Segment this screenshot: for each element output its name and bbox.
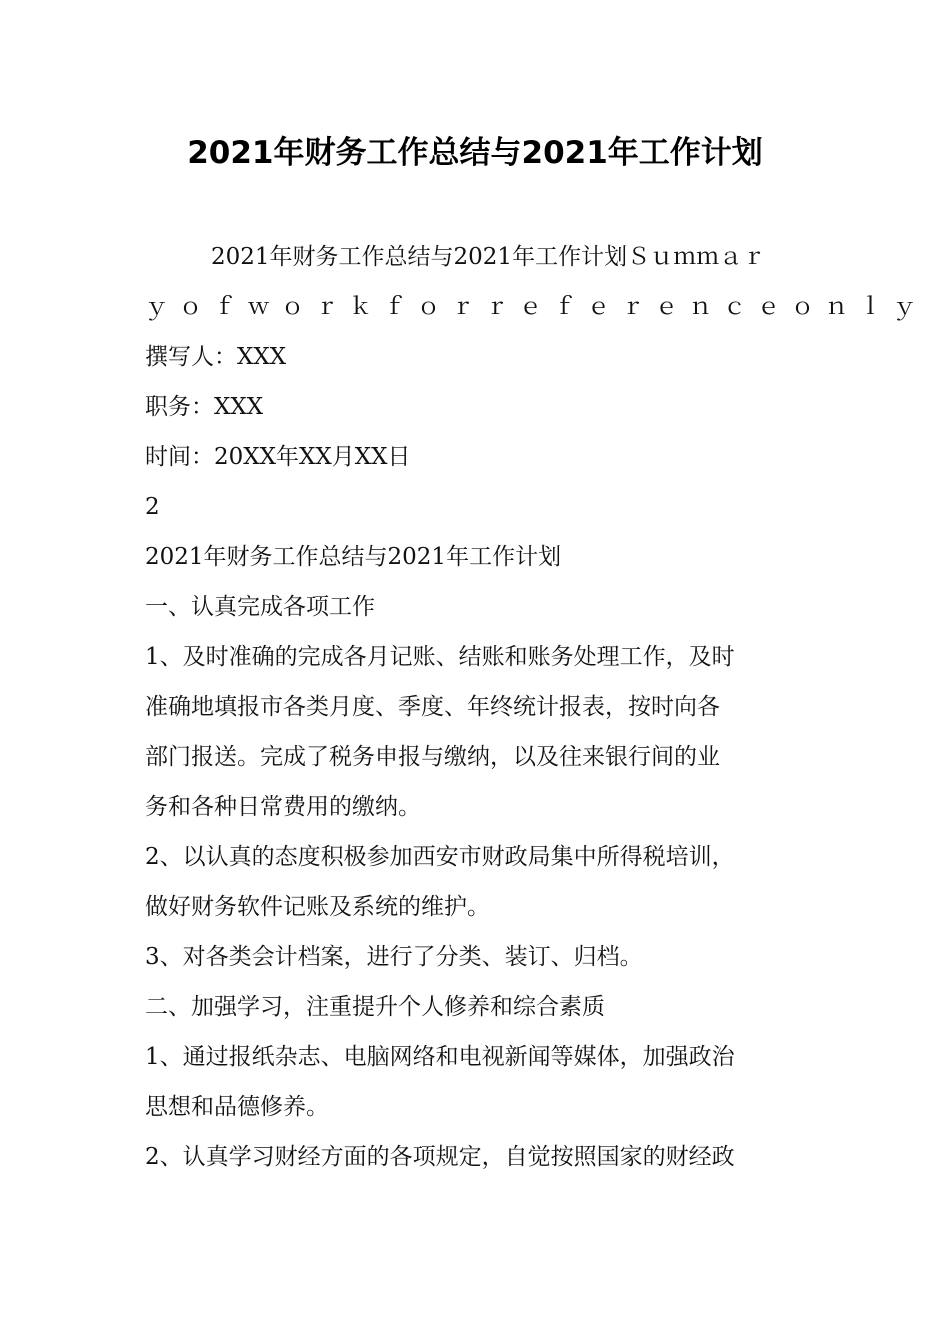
paragraph-line: 思想和品德修养。 [145,1094,329,1120]
paragraph-line: 做好财务软件记账及系统的维护。 [145,894,490,920]
subtitle-line: 2021年财务工作总结与2021年工作计划Ｓｕｍｍａｒ [211,244,766,270]
date-line: 时间：20XX年XX月XX日 [145,444,411,470]
paragraph-line: 1、及时准确的完成各月记账、结账和账务处理工作，及时 [145,644,735,670]
position-line: 职务：XXX [145,394,264,420]
author-line: 撰写人：XXX [145,344,287,370]
section-1-heading: 一、认真完成各项工作 [145,594,375,620]
paragraph-line: 准确地填报市各类月度、季度、年终统计报表，按时向各 [145,694,720,720]
paragraph-line: 1、通过报纸杂志、电脑网络和电视新闻等媒体，加强政治 [145,1044,735,1070]
page-number: 2 [145,494,160,520]
paragraph-line: 3、对各类会计档案，进行了分类、装订、归档。 [145,944,643,970]
repeated-heading: 2021年财务工作总结与2021年工作计划 [145,544,562,570]
document-title: 2021年财务工作总结与2021年工作计划 [187,135,763,171]
paragraph-line: 部门报送。完成了税务申报与缴纳，以及往来银行间的业 [145,744,720,770]
paragraph-line: 2、认真学习财经方面的各项规定，自觉按照国家的财经政 [145,1144,735,1170]
english-subtitle-line: ｙｏｆｗｏｒｋｆｏｒｒｅｆｅｒｅｎｃｅｏｎｌｙ [145,294,927,320]
section-2-heading: 二、加强学习，注重提升个人修养和综合素质 [145,994,605,1020]
paragraph-line: 2、以认真的态度积极参加西安市财政局集中所得税培训， [145,844,735,870]
paragraph-line: 务和各种日常费用的缴纳。 [145,794,421,820]
document-body [145,232,927,1182]
